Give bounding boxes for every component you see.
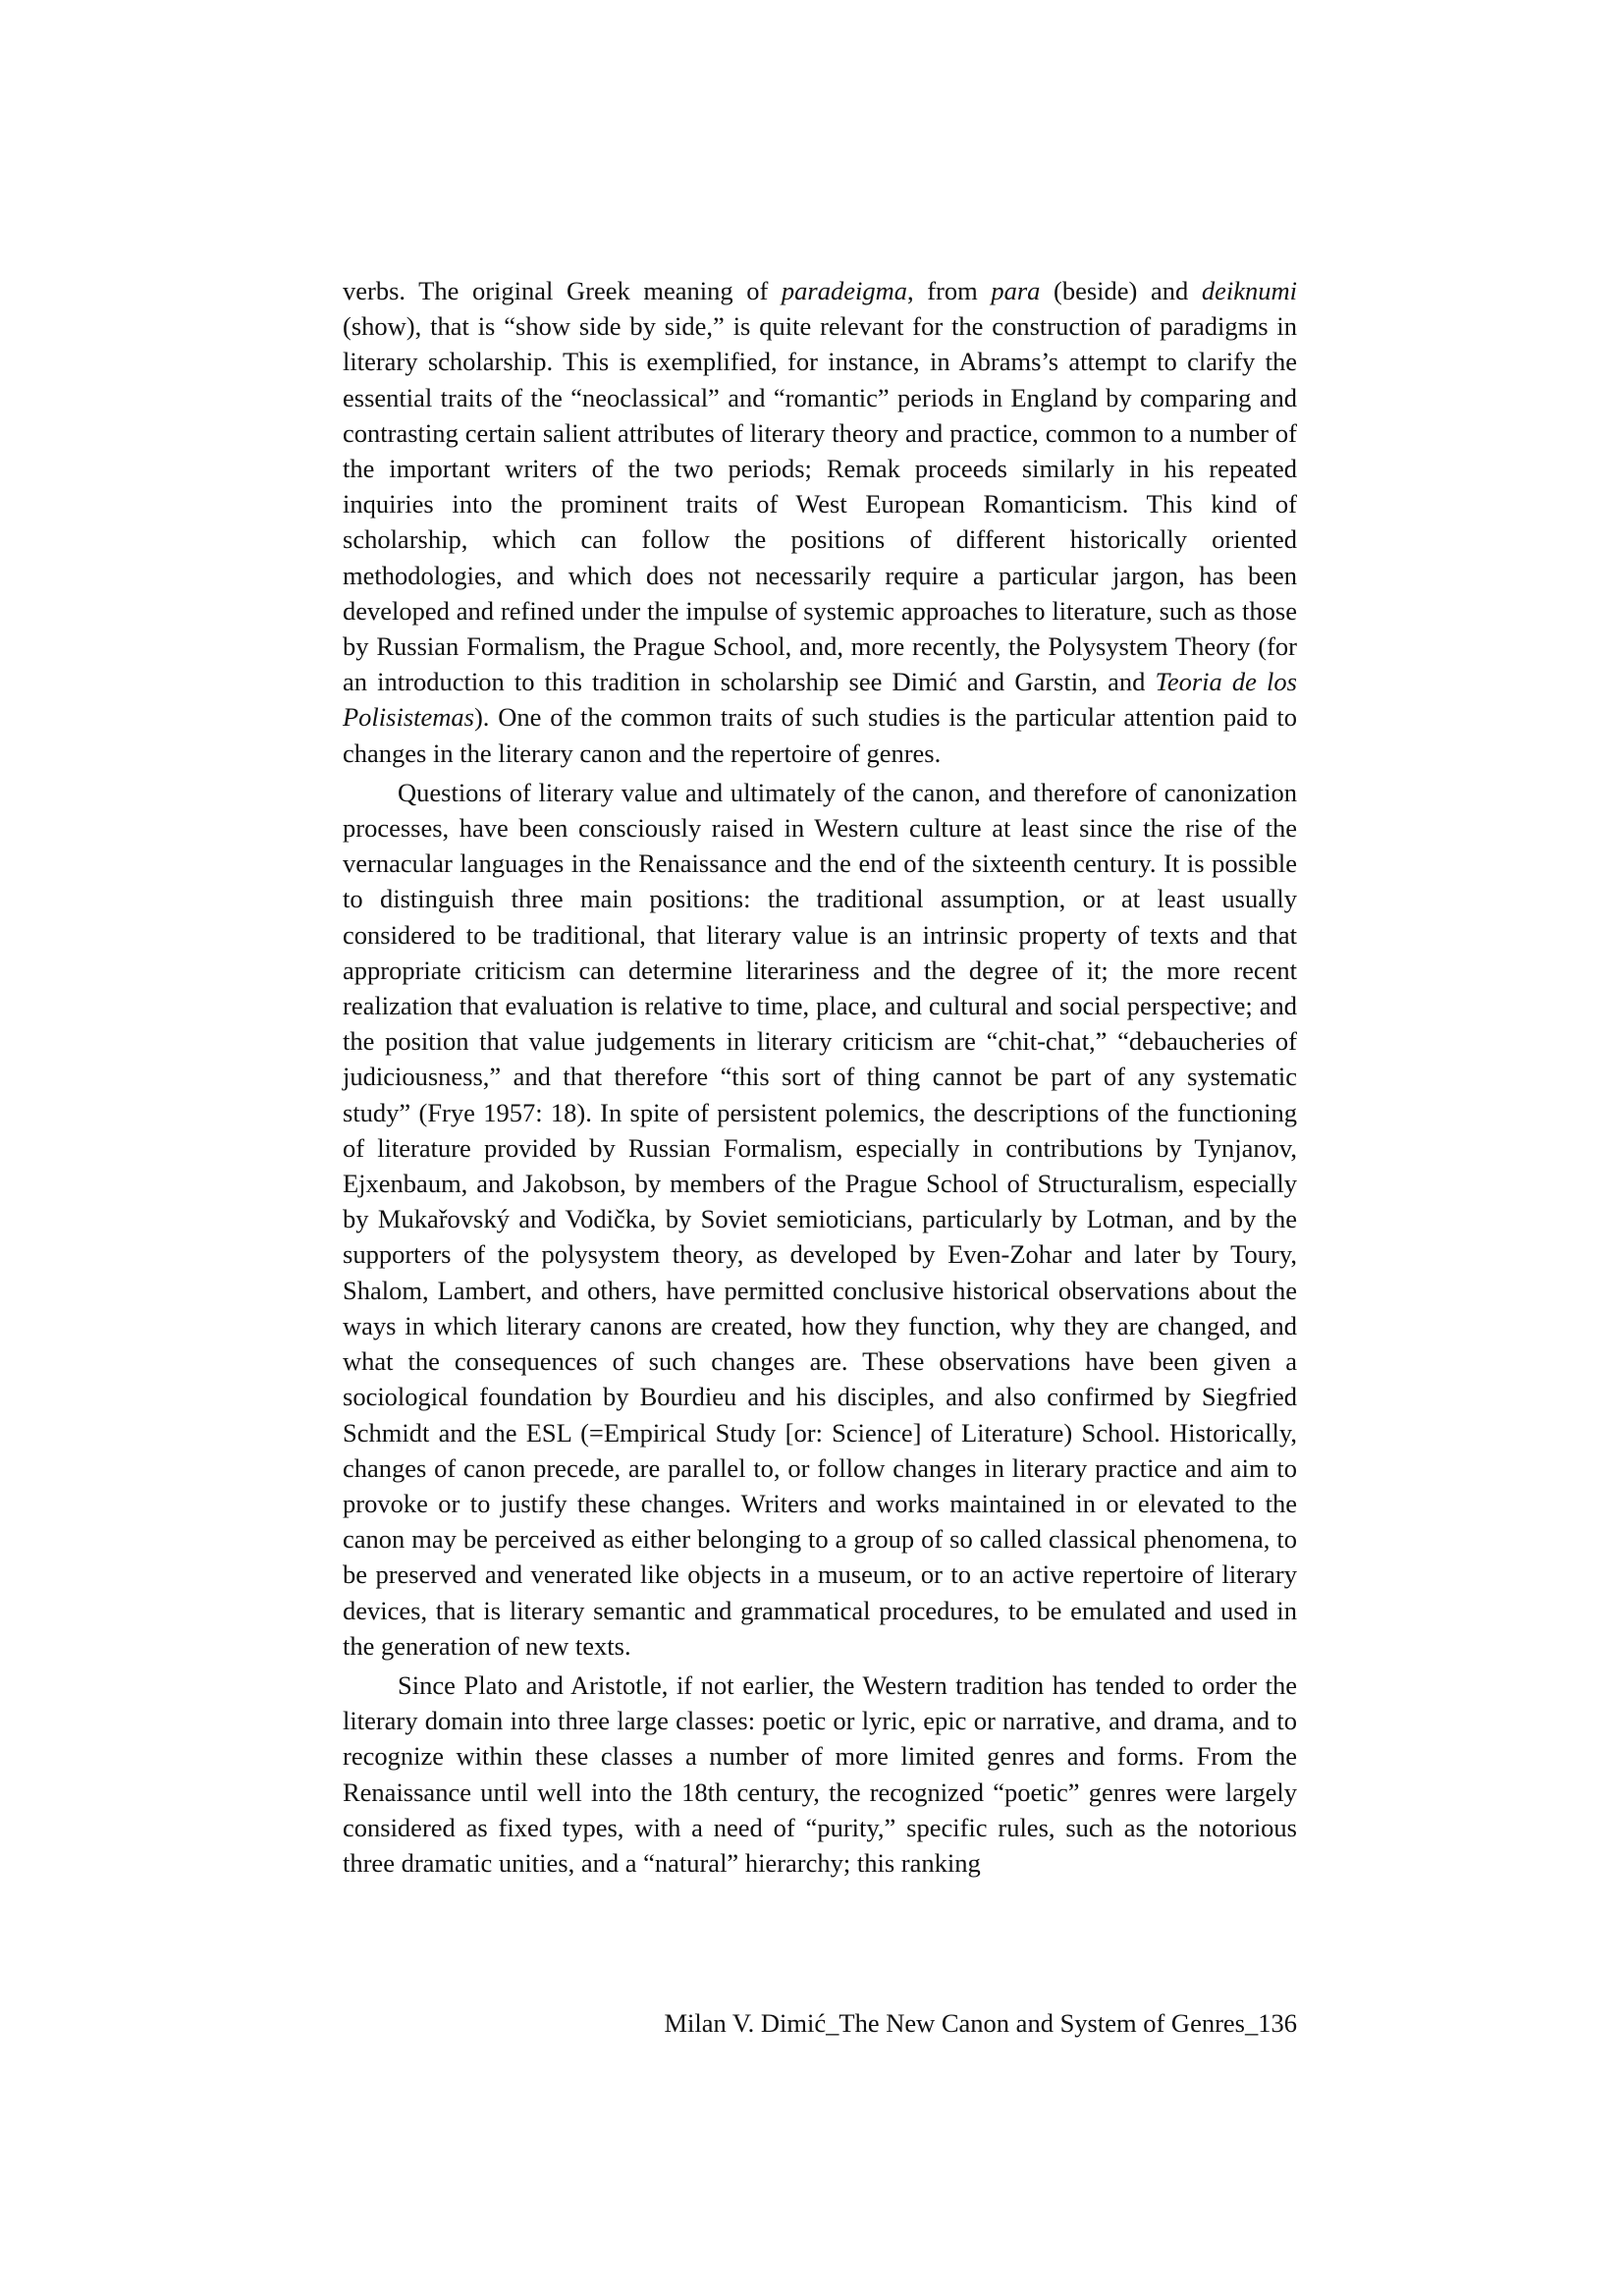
paragraph-1 <box>343 273 1297 771</box>
text-run: , from <box>906 276 992 305</box>
text-run: (beside) and <box>1040 276 1202 305</box>
running-footer: Milan V. Dimić_The New Canon and System of Genres_136 <box>664 2008 1297 2038</box>
text-run: (show), that is “show side by side,” is quite relevant for the construction of paradigms in literary scholarship. This is exemplified, for instance, in Abrams’s attempt to clarify the essential traits of the “neoclassical” and “romantic” periods in England by comparing and contrasting certain salient attributes of literary theory and practice, common to a number of the important writers of the two periods; Remak proceeds similarly in his repeated inquiries into the prominent traits of West European Romanticism. This kind of scholarship, which can follow the positions of different historically oriented methodologies, and which does not necessarily require a particular jargon, has been developed and refined under the impulse of systemic approaches to literature, such as those by Russian Formalism, the Prague School, and, more recently, the Polysystem Theory (for an introduction to this tradition in scholarship see Dimić and Garstin, and <box>343 311 1297 697</box>
italic-text: paradeigma <box>781 276 907 305</box>
text-run: verbs. The original Greek meaning of <box>343 276 782 305</box>
paragraph-2 <box>343 775 1297 1664</box>
italic-text: para <box>991 276 1041 305</box>
text-run: Questions of literary value and ultimately of the canon, and therefore of canonization processes, have been consciously raised in Western culture at least since the rise of the vernacular languages in the Renaissance and the end of the sixteenth century. It is possible to distinguish three main positions: the traditional assumption, or at least usually considered to be traditional, that literary value is an intrinsic property of texts and that appropriate criticism can determine literariness and the degree of it; the more recent realization that evaluation is relative to time, place, and cultural and social perspective; and the position that value judgements in literary criticism are “chit-chat,” “debaucheries of judiciousness,” and that therefore “this sort of thing cannot be part of any systematic study” (Frye 1957: 18). In spite of persistent polemics, the descriptions of the functioning of literature provided by Russian Formalism, especially in contributions by Tynjanov, Ejxenbaum, and Jakobson, by members of the Prague School of Structuralism, especially by Mukařovský and Vodička, by Soviet semioticians, particularly by Lotman, and by the supporters of the polysystem theory, as developed by Even-Zohar and later by Toury, Shalom, Lambert, and others, have permitted conclusive historical observations about the ways in which literary canons are created, how they function, why they are changed, and what the consequences of such changes are. These observations have been given a sociological foundation by Bourdieu and his disciples, and also confirmed by Siegfried Schmidt and the ESL (=Empirical Study [or: Science] of Literature) School. Historically, changes of canon precede, are parallel to, or follow changes in literary practice and aim to provoke or to justify these changes. Writers and works maintained in or elevated to the canon may be perceived as either belonging to a group of so called classical phenomena, to be preserved and venerated like objects in a museum, or to an active repertoire of literary devices, that is literary semantic and grammatical procedures, to be emulated and used in the generation of new texts. <box>343 777 1297 1661</box>
text-run: Since Plato and Aristotle, if not earlier, the Western tradition has tended to order the literary domain into three large classes: poetic or lyric, epic or narrative, and drama, and to recognize within these classes a number of more limited genres and forms. From the Renaissance until well into the 18th century, the recognized “poetic” genres were largely considered as fixed types, with a need of “purity,” specific rules, such as the notorious three dramatic unities, and a “natural” hierarchy; this ranking <box>343 1669 1297 1878</box>
italic-text: deiknumi <box>1201 276 1297 305</box>
text-run: ). One of the common traits of such studies is the particular attention paid to changes in the literary canon and the repertoire of genres. <box>343 702 1297 768</box>
body-text <box>343 273 1297 1881</box>
paragraph-3 <box>343 1667 1297 1881</box>
italic-text: Teoria de los Polisistemas <box>343 667 1297 733</box>
